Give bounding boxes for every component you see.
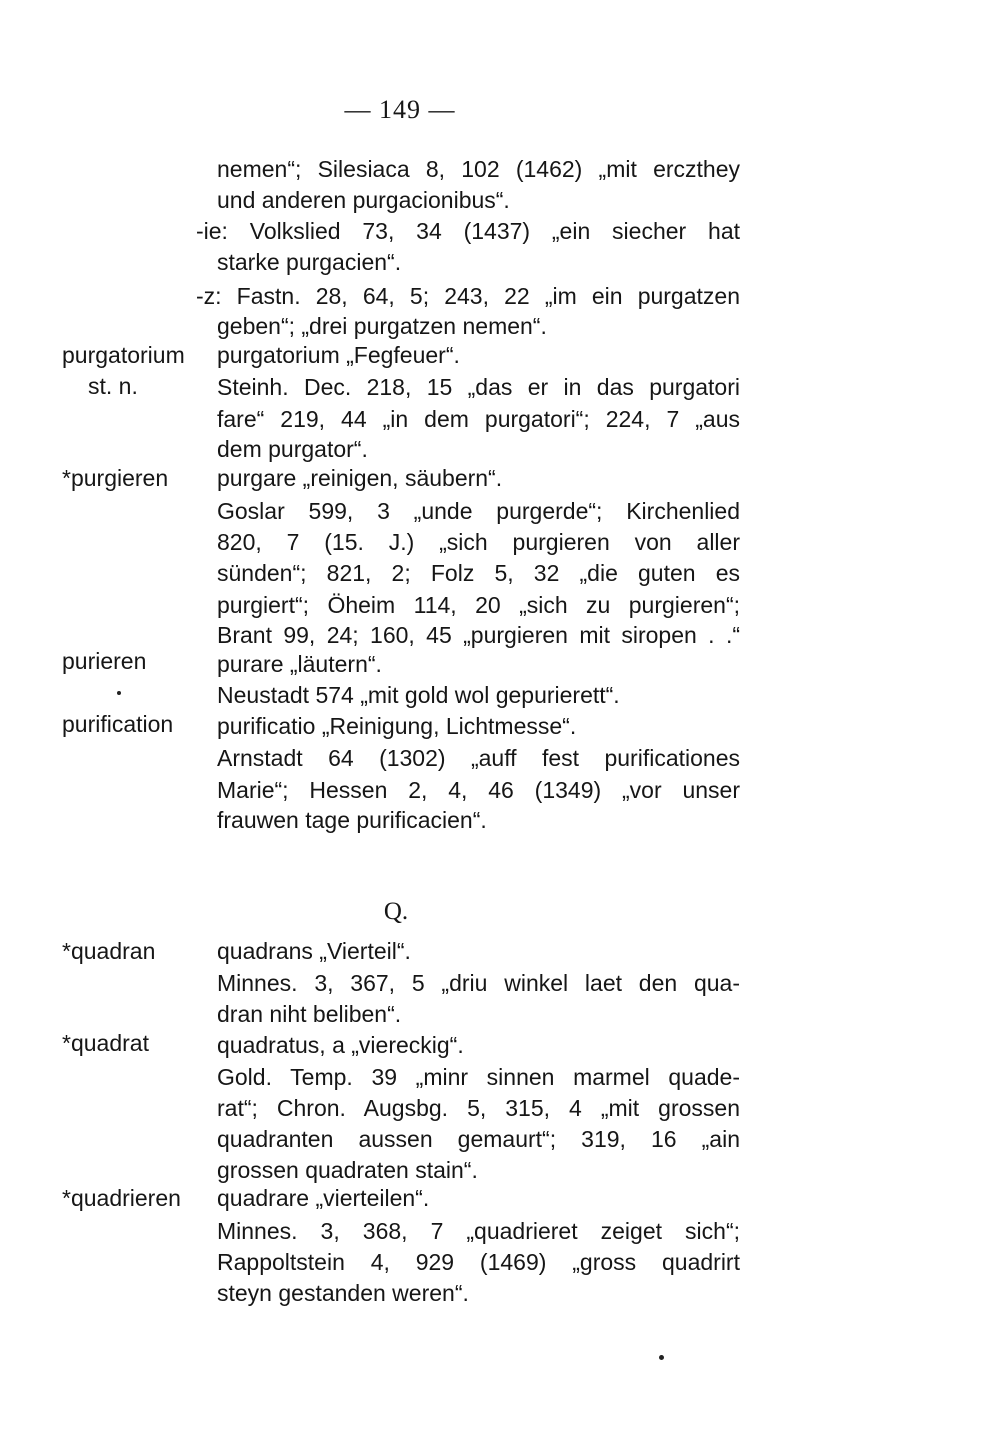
- entry-line: Gold. Temp. 39 „minr sinnen marmel quade-: [217, 1064, 740, 1090]
- entry-line: geben“; „drei purgatzen nemen“.: [217, 313, 547, 339]
- headword-purgatorium: purgatorium: [62, 342, 185, 368]
- stray-dot: [117, 691, 121, 695]
- entry-line: Marie“; Hessen 2, 4, 46 (1349) „vor unser: [217, 777, 740, 803]
- headword-quadran: *quadran: [62, 938, 156, 964]
- entry-line: nemen“; Silesiaca 8, 102 (1462) „mit erczthey: [217, 156, 740, 182]
- entry-line: Goslar 599, 3 „unde purgerde“; Kirchenlied: [217, 498, 740, 524]
- headword-quadrieren: *quadrieren: [62, 1185, 181, 1211]
- entry-line: 820, 7 (15. J.) „sich purgieren von aller: [217, 529, 740, 555]
- entry-line: purgare „reinigen, säubern“.: [217, 465, 503, 491]
- entry-line: Brant 99, 24; 160, 45 „purgieren mit siropen . .“: [217, 622, 740, 648]
- section-letter: Q.: [383, 898, 409, 925]
- entry-line: grossen quadraten stain“.: [217, 1157, 478, 1183]
- entry-line: starke purgacien“.: [217, 249, 402, 275]
- stray-dot: [659, 1355, 664, 1360]
- headword-quadrat: *quadrat: [62, 1030, 149, 1056]
- entry-line: und anderen purgacionibus“.: [217, 187, 510, 213]
- entry-line: -z: Fastn. 28, 64, 5; 243, 22 „im ein purgatzen: [196, 283, 740, 309]
- entry-line: fare“ 219, 44 „in dem purgatori“; 224, 7 „aus: [217, 406, 740, 432]
- entry-line: purare „läutern“.: [217, 651, 382, 677]
- entry-line: dran niht beliben“.: [217, 1001, 402, 1027]
- entry-line: Minnes. 3, 367, 5 „driu winkel laet den qua-: [217, 970, 740, 996]
- entry-line: Minnes. 3, 368, 7 „quadrieret zeiget sich“;: [217, 1218, 740, 1244]
- entry-line: -ie: Volkslied 73, 34 (1437) „ein siecher hat: [196, 218, 740, 244]
- entry-line: quadrans „Vierteil“.: [217, 938, 411, 964]
- entry-line: quadrare „vierteilen“.: [217, 1185, 430, 1211]
- headword-purieren: purieren: [62, 648, 147, 674]
- entry-line: quadranten aussen gemaurt“; 319, 16 „ain: [217, 1126, 740, 1152]
- entry-line: Arnstadt 64 (1302) „auff fest purificationes: [217, 745, 740, 771]
- entry-line: Rappoltstein 4, 929 (1469) „gross quadrirt: [217, 1249, 740, 1275]
- entry-line: purgiert“; Öheim 114, 20 „sich zu purgieren“;: [217, 592, 740, 618]
- page-number: — 149 —: [344, 95, 456, 124]
- entry-line: steyn gestanden weren“.: [217, 1280, 469, 1306]
- entry-line: frauwen tage purificacien“.: [217, 807, 487, 833]
- entry-line: rat“; Chron. Augsbg. 5, 315, 4 „mit grossen: [217, 1095, 740, 1121]
- entry-line: sünden“; 821, 2; Folz 5, 32 „die guten es: [217, 560, 740, 586]
- entry-line: Steinh. Dec. 218, 15 „das er in das purgatori: [217, 374, 740, 400]
- headword-purgieren: *purgieren: [62, 465, 169, 491]
- grammar-label: st. n.: [88, 373, 138, 399]
- entry-line: purgatorium „Fegfeuer“.: [217, 342, 460, 368]
- entry-line: Neustadt 574 „mit gold wol gepurierett“.: [217, 682, 620, 708]
- entry-line: purificatio „Reinigung, Lichtmesse“.: [217, 713, 577, 739]
- headword-purification: purification: [62, 711, 174, 737]
- entry-line: quadratus, a „viereckig“.: [217, 1032, 464, 1058]
- entry-line: dem purgator“.: [217, 436, 368, 462]
